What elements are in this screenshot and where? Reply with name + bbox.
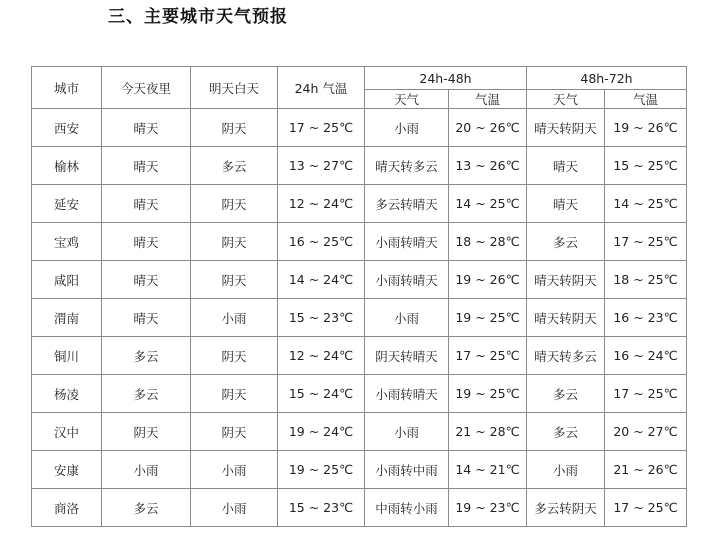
cell-tomorrow-day: 多云 [191,147,278,185]
cell-tonight: 多云 [102,489,191,527]
page-title: 三、主要城市天气预报 [108,7,288,27]
table-row [32,299,687,337]
table-row [32,375,687,413]
cell-temp-24h: 15 ~ 24℃ [278,375,365,413]
cell-weather-72h: 多云 [527,375,605,413]
cell-city: 榆林 [32,147,102,185]
cell-temp-24h: 14 ~ 24℃ [278,261,365,299]
cell-tomorrow-day: 阴天 [191,185,278,223]
cell-temp-48h: 19 ~ 25℃ [449,299,527,337]
cell-city: 杨凌 [32,375,102,413]
cell-tomorrow-day: 阴天 [191,223,278,261]
cell-tonight: 小雨 [102,451,191,489]
cell-temp-24h: 13 ~ 27℃ [278,147,365,185]
header-tomorrow-day: 明天白天 [191,67,278,109]
cell-temp-24h: 17 ~ 25℃ [278,109,365,147]
header-temp-72h: 气温 [605,90,687,109]
cell-tomorrow-day: 阴天 [191,109,278,147]
cell-temp-48h: 20 ~ 26℃ [449,109,527,147]
table-row [32,489,687,527]
cell-temp-24h: 19 ~ 25℃ [278,451,365,489]
cell-temp-48h: 14 ~ 25℃ [449,185,527,223]
cell-temp-72h: 17 ~ 25℃ [605,489,687,527]
cell-tonight: 多云 [102,337,191,375]
cell-weather-72h: 晴天转阴天 [527,261,605,299]
cell-weather-48h: 小雨转中雨 [365,451,449,489]
cell-weather-72h: 多云转阴天 [527,489,605,527]
cell-weather-48h: 晴天转多云 [365,147,449,185]
cell-temp-48h: 13 ~ 26℃ [449,147,527,185]
cell-temp-24h: 15 ~ 23℃ [278,299,365,337]
cell-tomorrow-day: 阴天 [191,337,278,375]
cell-temp-48h: 18 ~ 28℃ [449,223,527,261]
cell-tomorrow-day: 小雨 [191,451,278,489]
table-row [32,413,687,451]
cell-temp-72h: 16 ~ 23℃ [605,299,687,337]
cell-weather-48h: 多云转晴天 [365,185,449,223]
cell-tonight: 晴天 [102,299,191,337]
cell-tonight: 晴天 [102,223,191,261]
cell-weather-72h: 晴天转阴天 [527,299,605,337]
cell-temp-72h: 15 ~ 25℃ [605,147,687,185]
cell-weather-48h: 小雨 [365,299,449,337]
cell-weather-48h: 小雨转晴天 [365,223,449,261]
cell-tonight: 阴天 [102,413,191,451]
cell-tomorrow-day: 小雨 [191,299,278,337]
cell-tonight: 晴天 [102,261,191,299]
cell-weather-72h: 小雨 [527,451,605,489]
cell-city: 铜川 [32,337,102,375]
cell-city: 汉中 [32,413,102,451]
header-group-24-48h: 24h-48h [365,67,527,90]
cell-city: 安康 [32,451,102,489]
cell-weather-72h: 晴天 [527,185,605,223]
cell-weather-48h: 中雨转小雨 [365,489,449,527]
cell-weather-72h: 晴天转多云 [527,337,605,375]
cell-temp-24h: 12 ~ 24℃ [278,185,365,223]
header-group-48-72h: 48h-72h [527,67,687,90]
cell-temp-48h: 19 ~ 23℃ [449,489,527,527]
cell-tomorrow-day: 阴天 [191,261,278,299]
table-row [32,147,687,185]
cell-tonight: 晴天 [102,147,191,185]
cell-temp-72h: 20 ~ 27℃ [605,413,687,451]
cell-city: 延安 [32,185,102,223]
table-row [32,185,687,223]
cell-temp-48h: 21 ~ 28℃ [449,413,527,451]
cell-tonight: 晴天 [102,109,191,147]
cell-weather-72h: 多云 [527,413,605,451]
cell-city: 宝鸡 [32,223,102,261]
header-weather-48h: 天气 [365,90,449,109]
table-row [32,109,687,147]
cell-tonight: 晴天 [102,185,191,223]
cell-weather-48h: 小雨转晴天 [365,375,449,413]
table-row [32,261,687,299]
forecast-table [31,66,687,527]
cell-tonight: 多云 [102,375,191,413]
cell-temp-72h: 19 ~ 26℃ [605,109,687,147]
cell-temp-24h: 16 ~ 25℃ [278,223,365,261]
cell-tomorrow-day: 阴天 [191,413,278,451]
header-temp-48h: 气温 [449,90,527,109]
cell-weather-72h: 晴天转阴天 [527,109,605,147]
cell-city: 咸阳 [32,261,102,299]
cell-temp-72h: 14 ~ 25℃ [605,185,687,223]
cell-city: 渭南 [32,299,102,337]
cell-weather-72h: 多云 [527,223,605,261]
cell-temp-24h: 12 ~ 24℃ [278,337,365,375]
table-row [32,451,687,489]
cell-city: 商洛 [32,489,102,527]
cell-temp-24h: 19 ~ 24℃ [278,413,365,451]
header-tonight: 今天夜里 [102,67,191,109]
header-city: 城市 [32,67,102,109]
table-row [32,337,687,375]
cell-tomorrow-day: 阴天 [191,375,278,413]
cell-temp-72h: 16 ~ 24℃ [605,337,687,375]
cell-weather-48h: 小雨 [365,109,449,147]
cell-temp-72h: 17 ~ 25℃ [605,375,687,413]
forecast-rows [32,109,687,527]
cell-weather-72h: 晴天 [527,147,605,185]
cell-temp-72h: 17 ~ 25℃ [605,223,687,261]
cell-temp-48h: 19 ~ 25℃ [449,375,527,413]
cell-weather-48h: 阴天转晴天 [365,337,449,375]
header-weather-72h: 天气 [527,90,605,109]
cell-weather-48h: 小雨转晴天 [365,261,449,299]
cell-temp-48h: 19 ~ 26℃ [449,261,527,299]
cell-temp-48h: 17 ~ 25℃ [449,337,527,375]
cell-temp-72h: 18 ~ 25℃ [605,261,687,299]
header-temp-24h: 24h 气温 [278,67,365,109]
cell-weather-48h: 小雨 [365,413,449,451]
table-row [32,223,687,261]
cell-temp-24h: 15 ~ 23℃ [278,489,365,527]
cell-temp-48h: 14 ~ 21℃ [449,451,527,489]
cell-city: 西安 [32,109,102,147]
cell-temp-72h: 21 ~ 26℃ [605,451,687,489]
cell-tomorrow-day: 小雨 [191,489,278,527]
